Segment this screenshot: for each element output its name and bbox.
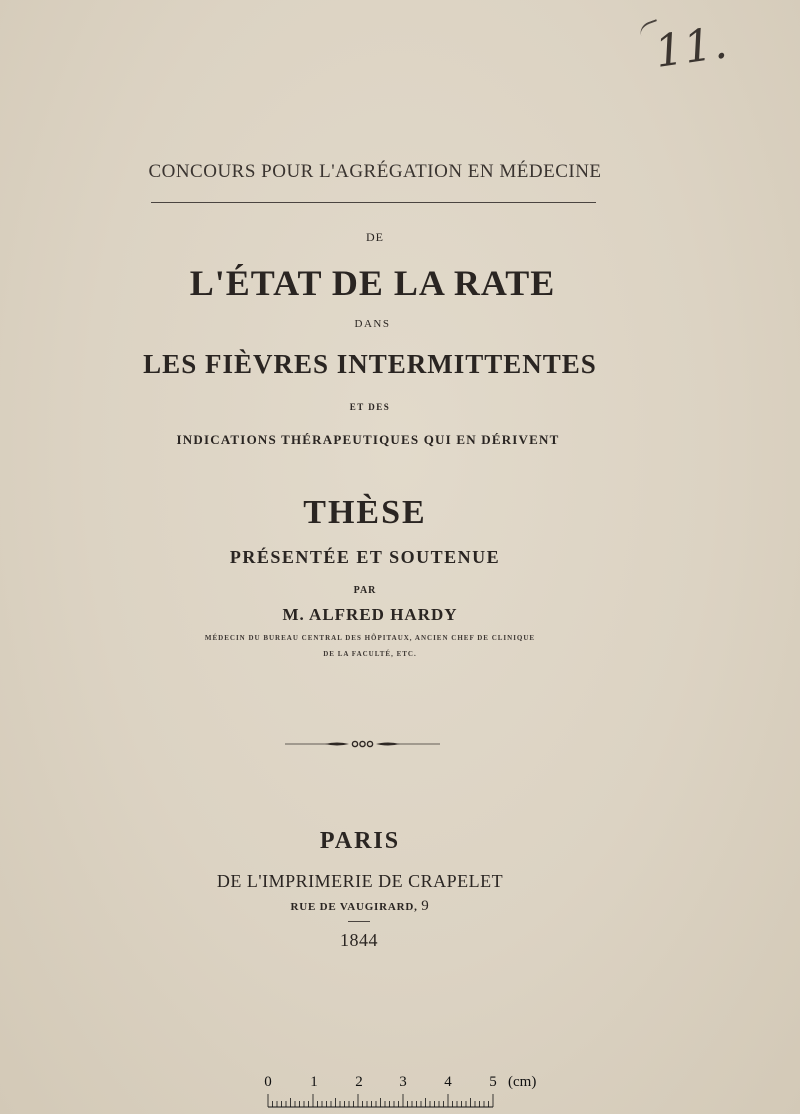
title-third: INDICATIONS THÉRAPEUTIQUES QUI EN DÉRIVENT bbox=[176, 432, 560, 447]
author-name: M. ALFRED HARDY bbox=[282, 605, 458, 624]
title-conjunction-et-des: ET DES bbox=[349, 402, 391, 412]
handwritten-page-number: 11. bbox=[651, 17, 732, 78]
by-label: PAR bbox=[353, 585, 377, 596]
scale-label-5: 5 bbox=[489, 1074, 497, 1090]
thesis-heading: THÈSE bbox=[303, 494, 427, 531]
author-qualifications-line2: DE LA FACULTÉ, ETC. bbox=[323, 650, 417, 658]
printer-name: DE L'IMPRIMERIE DE CRAPELET bbox=[216, 871, 504, 891]
scale-label-0: 0 bbox=[264, 1074, 272, 1090]
author-qualifications-line1: MÉDECIN DU BUREAU CENTRAL DES HÔPITAUX, ANCIEN CHEF DE CLINIQUE bbox=[204, 634, 536, 642]
printer-address bbox=[0, 898, 720, 915]
scale-label-3: 3 bbox=[399, 1074, 407, 1090]
header-rule bbox=[151, 202, 596, 203]
title-second: LES FIÈVRES INTERMITTENTES bbox=[143, 349, 597, 379]
competition-header: CONCOURS POUR L'AGRÉGATION EN MÉDECINE bbox=[148, 161, 602, 182]
ornamental-divider-icon bbox=[285, 737, 440, 751]
scale-label-4: 4 bbox=[444, 1074, 452, 1090]
street-name: RUE DE VAUGIRARD, bbox=[290, 901, 418, 913]
scale-unit-label: (cm) bbox=[508, 1074, 537, 1090]
scale-label-1: 1 bbox=[310, 1074, 318, 1090]
title-preposition-dans: DANS bbox=[354, 318, 391, 330]
title-preposition-de: DE bbox=[366, 230, 384, 244]
publication-city: PARIS bbox=[319, 828, 401, 854]
street-number: 9 bbox=[421, 898, 430, 914]
ruler-icon bbox=[258, 1092, 503, 1110]
centimeter-scale bbox=[258, 1074, 558, 1114]
title-main: L'ÉTAT DE LA RATE bbox=[189, 263, 556, 303]
publication-year: 1844 bbox=[340, 930, 378, 950]
presented-line: PRÉSENTÉE ET SOUTENUE bbox=[229, 547, 501, 567]
year-rule bbox=[348, 921, 370, 922]
scale-label-2: 2 bbox=[355, 1074, 363, 1090]
